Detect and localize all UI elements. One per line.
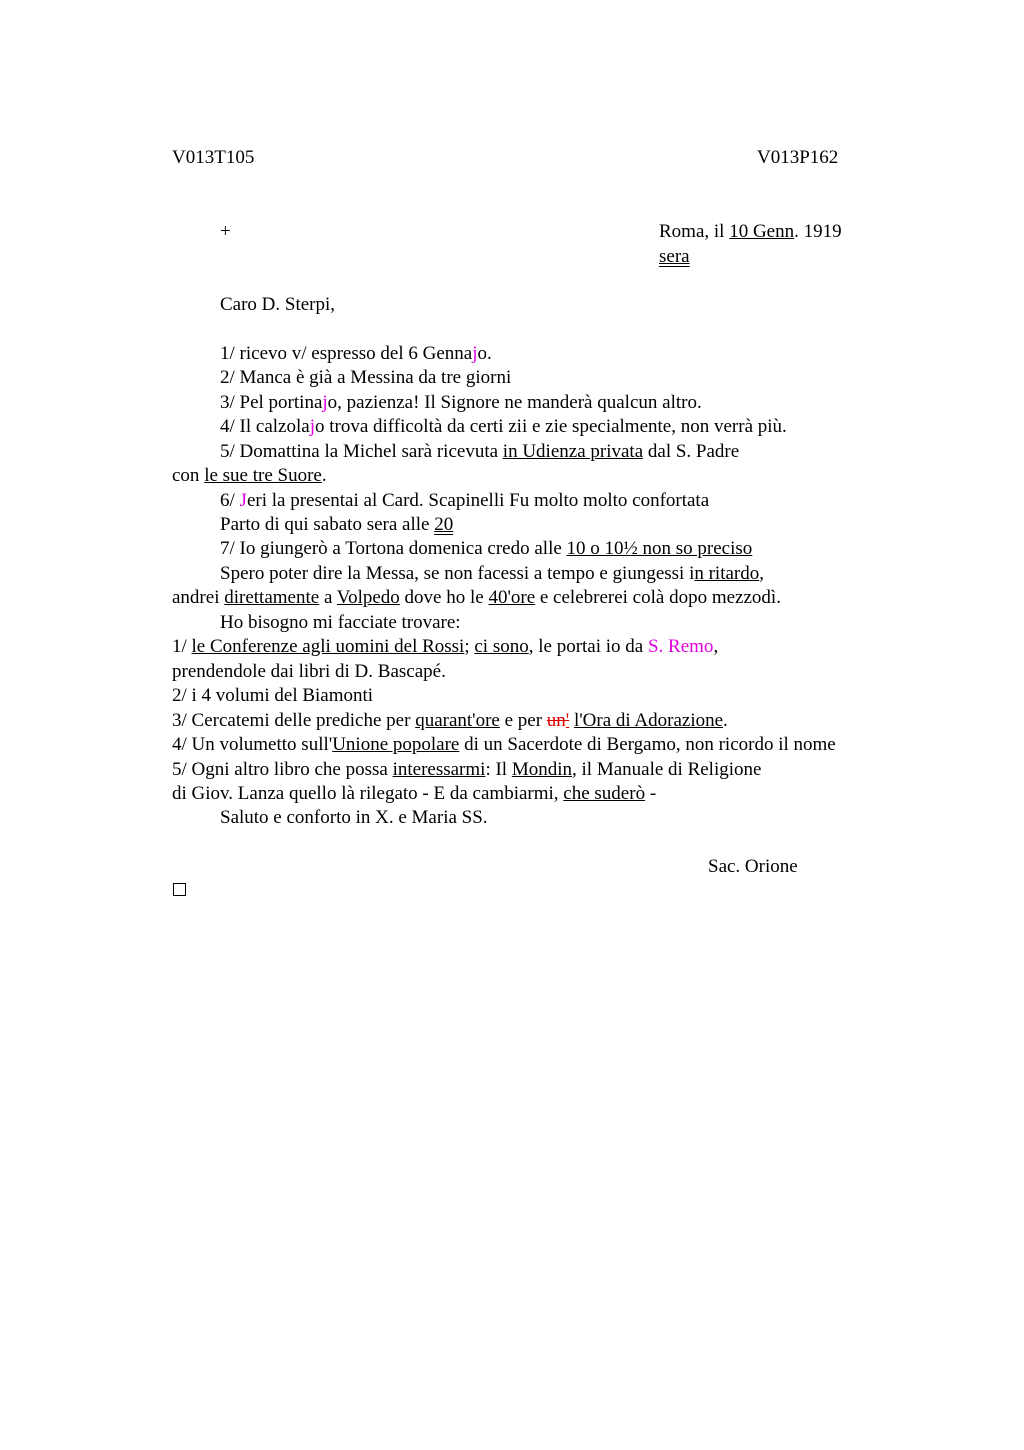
cross-mark: + <box>220 221 231 242</box>
document-code-right: V013P162 <box>757 147 839 168</box>
letter-line-18: 5/ Ogni altro libro che possa interessarmi: Il Mondin, il Manuale di Religione <box>172 759 762 780</box>
letter-line-4: 4/ Il calzolajo trova difficoltà da certi zii e zie specialmente, non verrà più. <box>220 416 787 437</box>
signature: Sac. Orione <box>708 856 798 877</box>
salutation: Caro D. Sterpi, <box>220 294 336 315</box>
end-box-mark <box>173 883 186 896</box>
document-code-left: V013T105 <box>172 147 255 168</box>
letter-line-6: con le sue tre Suore. <box>172 465 327 486</box>
letter-line-20: Saluto e conforto in X. e Maria SS. <box>220 807 488 828</box>
letter-line-5: 5/ Domattina la Michel sarà ricevuta in Udienza privata dal S. Padre <box>220 441 740 462</box>
letter-line-7: 6/ Jeri la presentai al Card. Scapinelli Fu molto molto confortata <box>220 490 710 511</box>
letter-line-17: 4/ Un volumetto sull'Unione popolare di un Sacerdote di Bergamo, non ricordo il nome <box>172 734 836 755</box>
letter-line-19: di Giov. Lanza quello là rilegato - E da cambiarmi, che suderò - <box>172 783 657 804</box>
letter-line-11: andrei direttamente a Volpedo dove ho le 40'ore e celebrerei colà dopo mezzodì. <box>172 587 781 608</box>
letter-line-16: 3/ Cercatemi delle prediche per quarant'ore e per un' l'Ora di Adorazione. <box>172 710 728 731</box>
letter-line-13: 1/ le Conferenze agli uomini del Rossi; ci sono, le portai io da S. Remo, <box>172 636 719 657</box>
letter-line-8: Parto di qui sabato sera alle 20 <box>220 514 454 535</box>
place-date: Roma, il 10 Genn. 1919 <box>659 221 842 242</box>
letter-line-3: 3/ Pel portinajo, pazienza! Il Signore ne manderà qualcun altro. <box>220 392 702 413</box>
letter-line-12: Ho bisogno mi facciate trovare: <box>220 612 461 633</box>
letter-line-1: 1/ ricevo v/ espresso del 6 Gennajo. <box>220 343 492 364</box>
letter-line-10: Spero poter dire la Messa, se non facessi a tempo e giungessi in ritardo, <box>220 563 765 584</box>
time-of-day: sera <box>659 246 690 267</box>
letter-line-9: 7/ Io giungerò a Tortona domenica credo alle 10 o 10½ non so preciso <box>220 538 753 559</box>
letter-line-2: 2/ Manca è già a Messina da tre giorni <box>220 367 512 388</box>
letter-line-15: 2/ i 4 volumi del Biamonti <box>172 685 374 706</box>
letter-line-14: prendendole dai libri di D. Bascapé. <box>172 661 446 682</box>
